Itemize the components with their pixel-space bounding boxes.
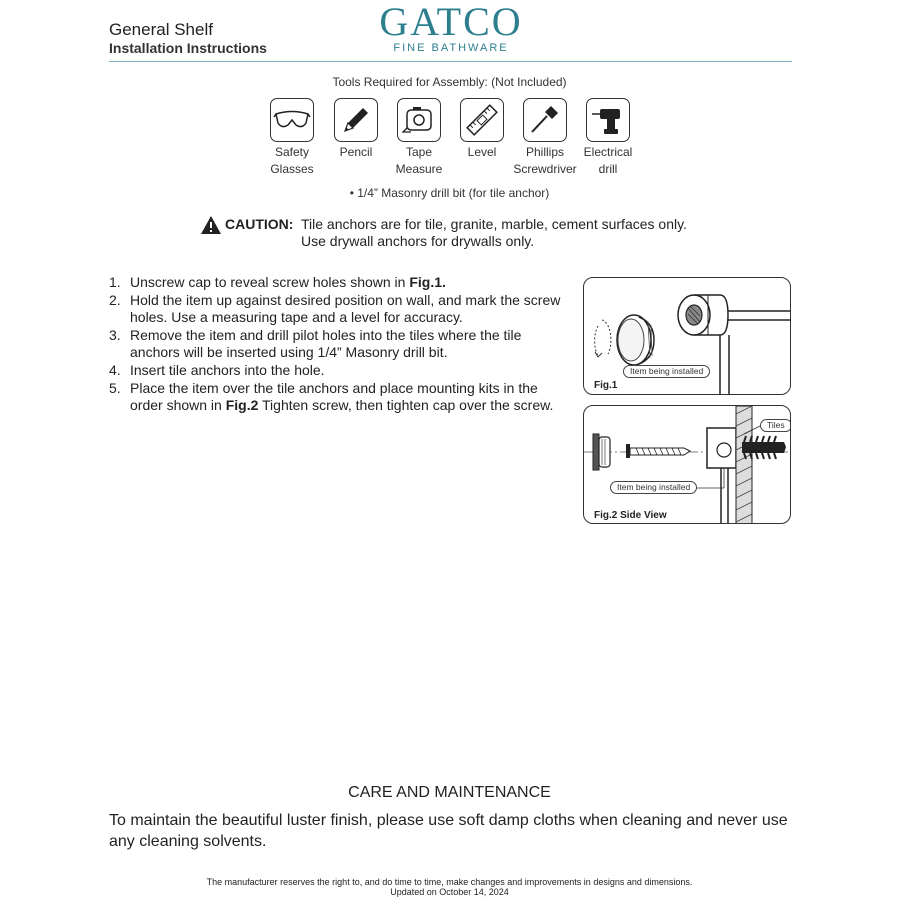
- step-4: [109, 362, 571, 380]
- fig1-caption: Fig.1: [594, 380, 618, 391]
- step-3: [109, 327, 571, 362]
- document-subtitle: Installation Instructions: [109, 40, 267, 56]
- header-divider: [109, 61, 792, 62]
- step-text: Remove the item and drill pilot holes into the tiles where the tile anchors will be inserted using 1/4” Masonry drill bit.: [130, 326, 522, 361]
- figure-2: [583, 405, 791, 524]
- fig2-caption: Fig.2 Side View: [594, 510, 667, 521]
- screwdriver-icon: [523, 98, 567, 142]
- warning-icon: [200, 215, 222, 235]
- tool-label: Electrical drill: [583, 145, 633, 176]
- tool-label: Safety Glasses: [270, 145, 314, 176]
- tools-list: [0, 98, 899, 178]
- step-figure-ref: Fig.2: [225, 397, 259, 414]
- tool-label: Level: [467, 145, 497, 159]
- tape-measure-icon: [397, 98, 441, 142]
- step-number: 1.: [109, 274, 121, 290]
- caution-label: CAUTION:: [225, 216, 294, 232]
- safety-glasses-icon: [270, 98, 314, 142]
- care-heading: CARE AND MAINTENANCE: [348, 784, 551, 801]
- tool-label: Pencil: [339, 145, 373, 159]
- figure-1: [583, 277, 791, 395]
- step-1: [109, 274, 571, 292]
- step-number: 3.: [109, 326, 121, 343]
- step-number: 2.: [109, 291, 121, 308]
- step-text: Unscrew cap to reveal screw holes shown in: [130, 274, 410, 290]
- step-text: Insert tile anchors into the hole.: [130, 361, 325, 378]
- fig2-callout: Item being installed: [610, 481, 697, 494]
- step-2: [109, 292, 571, 327]
- footer-updated-date: Updated on October 14, 2024: [390, 887, 509, 897]
- fig2-tiles-callout: Tiles: [760, 419, 791, 432]
- tool-electrical-drill: [568, 98, 648, 178]
- tool-label: Phillips Screwdriver: [513, 145, 577, 176]
- tools-heading: Tools Required for Assembly: (Not Included): [332, 75, 567, 89]
- caution-text-line2: Use drywall anchors for drywalls only.: [301, 233, 535, 249]
- step-text-after: Tighten screw, then tighten cap over the screw.: [258, 397, 554, 414]
- footer-disclaimer: The manufacturer reserves the right to, and do time to time, make changes and improvements in designs and dimensions.: [206, 877, 693, 887]
- installation-steps: [109, 274, 571, 415]
- step-number: 4.: [109, 361, 121, 378]
- care-text: To maintain the beautiful luster finish, please use soft damp cloths when cleaning and never use any cleaning solvents.: [109, 812, 788, 850]
- caution-text-line1: Tile anchors are for tile, granite, marble, cement surfaces only.: [301, 216, 687, 232]
- fig1-callout: Item being installed: [623, 365, 710, 378]
- level-icon: [460, 98, 504, 142]
- step-5: [109, 380, 571, 415]
- brand-logo: [361, 0, 541, 54]
- step-text: Hold the item up against desired position on wall, and mark the screw holes. Use a measuring tape and a level for accuracy.: [130, 291, 561, 326]
- document-header: [109, 0, 792, 62]
- step-figure-ref: Fig.1.: [409, 274, 446, 290]
- pencil-icon: [334, 98, 378, 142]
- drill-bit-note: • 1/4” Masonry drill bit (for tile anchor): [349, 186, 550, 200]
- document-title: General Shelf: [109, 20, 213, 39]
- step-number: 5.: [109, 379, 121, 396]
- tool-label: Tape Measure: [395, 145, 443, 176]
- brand-name: GATCO: [379, 0, 523, 44]
- step-text: Place the item over the tile anchors and place mounting kits in the order shown in: [130, 379, 538, 414]
- brand-tagline: FINE BATHWARE: [393, 42, 509, 54]
- drill-icon: [586, 98, 630, 142]
